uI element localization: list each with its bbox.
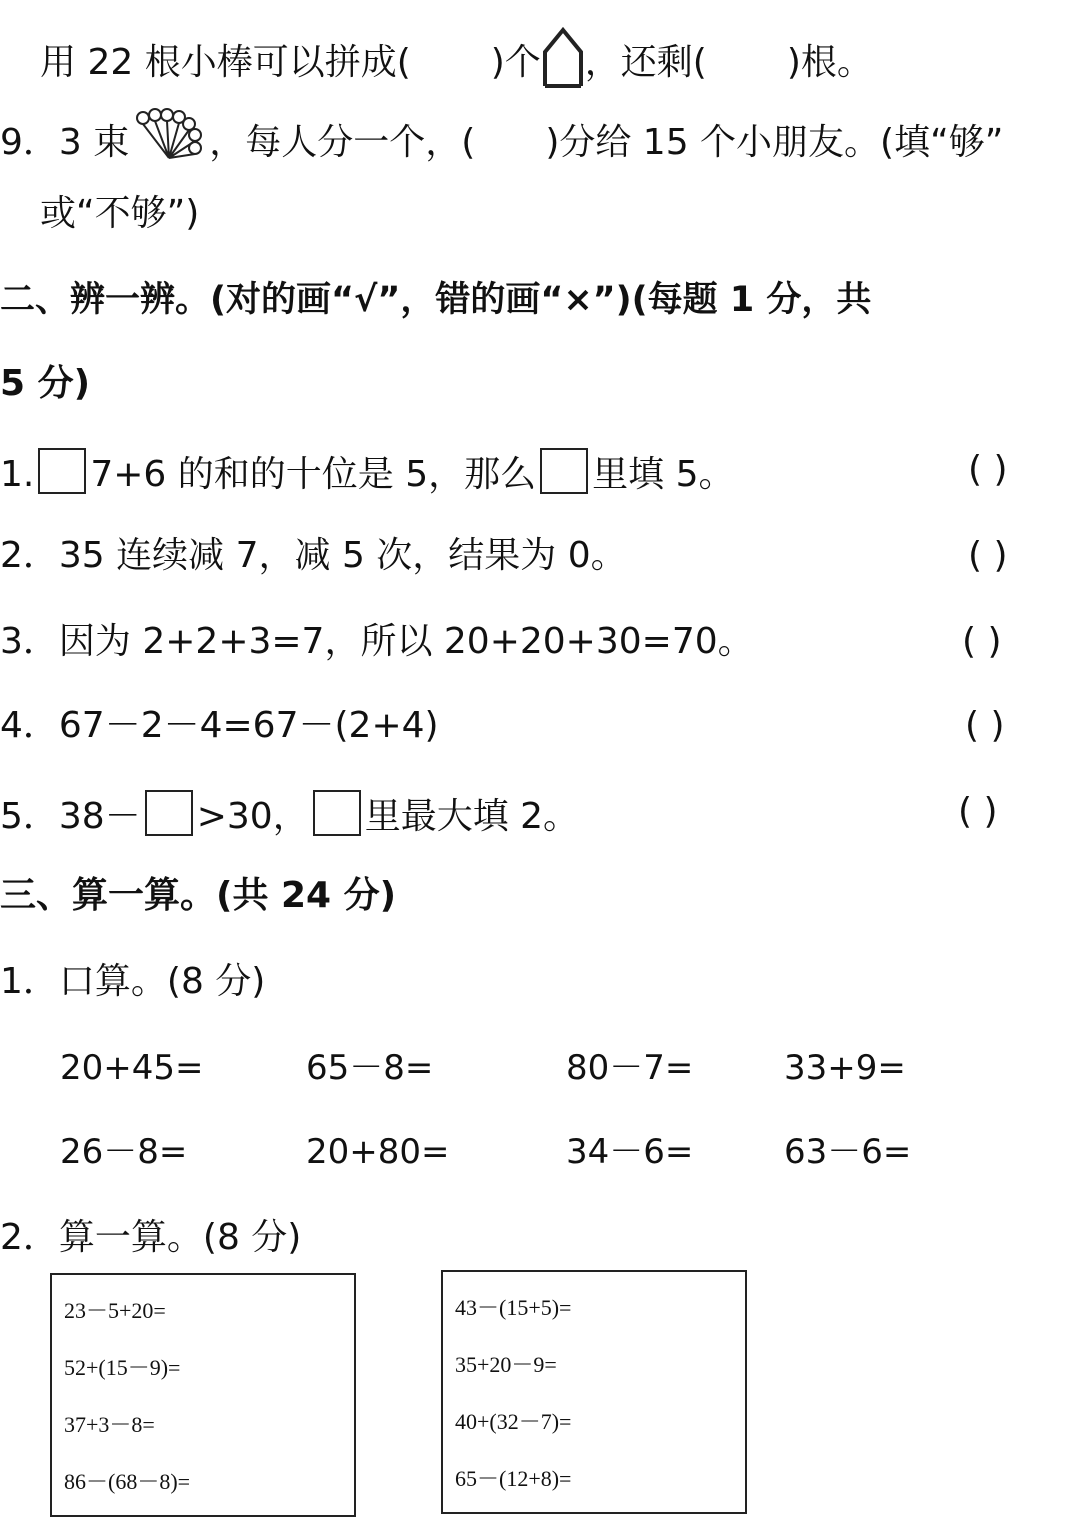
q1-text: 7+6 的和的十位是 5，那么: [90, 454, 537, 495]
oral-calc-item: 34－6=: [566, 1132, 694, 1172]
judge-question-5: [0, 790, 579, 839]
q1-text-end: 里填 5。: [592, 454, 735, 495]
judge-question-4: 4．67－2－4=67－(2+4): [0, 705, 439, 746]
judge-question-1: [0, 448, 734, 497]
question-9-line-2: 或“不够”): [40, 193, 200, 234]
answer-parentheses[interactable]: ( ): [965, 705, 1005, 746]
stick-house-icon: [541, 26, 585, 88]
calc-title: 2．算一算。(8 分): [0, 1217, 302, 1258]
blank-box[interactable]: [313, 790, 361, 836]
oral-calc-title: 1．口算。(8 分): [0, 961, 266, 1002]
calc-item: 40+(32－7)=: [455, 1409, 572, 1434]
answer-parentheses[interactable]: ( ): [968, 535, 1008, 576]
section-2-heading-cont: 5 分): [0, 363, 91, 404]
answer-parentheses[interactable]: ( ): [962, 621, 1002, 662]
oral-calc-item: 33+9=: [784, 1048, 906, 1088]
calc-item: 86－(68－8)=: [64, 1469, 191, 1494]
q9-text-2: ，每人分一个，(: [209, 122, 476, 163]
calc-item: 23－5+20=: [64, 1298, 166, 1323]
calc-item: 65－(12+8)=: [455, 1466, 572, 1491]
section-3-heading: 三、算一算。(共 24 分): [0, 875, 397, 916]
blank-box[interactable]: [540, 448, 588, 494]
blank-box[interactable]: [38, 448, 86, 494]
answer-parentheses[interactable]: ( ): [958, 791, 998, 832]
balloon-bunch-icon: [129, 108, 209, 164]
q5-text: 5．38－: [0, 796, 141, 837]
q1-number: 1.: [0, 454, 35, 495]
q8-text-3: ，还剩(: [584, 42, 707, 83]
oral-calc-item: 20+45=: [60, 1048, 204, 1088]
q5-text-mid: >30，: [196, 796, 309, 837]
calc-box-right: [441, 1270, 747, 1514]
answer-parentheses[interactable]: ( ): [968, 449, 1008, 490]
calc-item: 37+3－8=: [64, 1412, 155, 1437]
question-8-line: [40, 26, 873, 88]
oral-calc-item: 65－8=: [306, 1048, 434, 1088]
oral-calc-item: 80－7=: [566, 1048, 694, 1088]
q9-text-1: 9．3 束: [0, 122, 130, 163]
calc-item: 52+(15－9)=: [64, 1355, 181, 1380]
q8-text-2: )个: [490, 42, 541, 83]
section-2-heading: 二、辨一辨。(对的画“√”，错的画“×”)(每题 1 分，共: [0, 280, 872, 320]
oral-calc-item: 20+80=: [306, 1132, 450, 1172]
q8-text-1: 用 22 根小棒可以拼成(: [40, 42, 411, 83]
q5-text-end: 里最大填 2。: [364, 796, 580, 837]
calc-box-left: [50, 1273, 356, 1517]
blank-box[interactable]: [145, 790, 193, 836]
judge-question-3: 3．因为 2+2+3=7，所以 20+20+30=70。: [0, 621, 754, 662]
calc-item: 35+20－9=: [455, 1352, 557, 1377]
calc-item: 43－(15+5)=: [455, 1295, 572, 1320]
judge-question-2: 2．35 连续减 7，减 5 次，结果为 0。: [0, 535, 627, 576]
q8-text-4: )根。: [786, 42, 873, 83]
q9-text-3: )分给 15 个小朋友。(填“够”: [545, 122, 1004, 163]
oral-calc-item: 26－8=: [60, 1132, 188, 1172]
question-9-line: [0, 108, 1003, 165]
oral-calc-item: 63－6=: [784, 1132, 912, 1172]
